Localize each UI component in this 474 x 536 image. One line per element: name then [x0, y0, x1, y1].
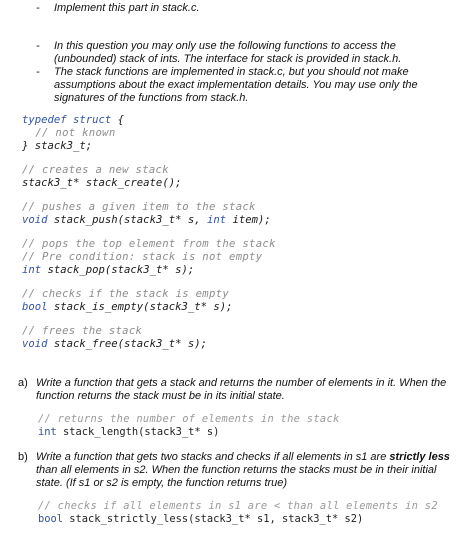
code-empty-sig	[22, 301, 232, 314]
pop-comment-2: // Pre condition: stack is not empty	[22, 251, 263, 263]
code-pop-sig	[22, 264, 194, 277]
question-a-label: a)	[18, 377, 28, 389]
question-b-return-type: bool	[38, 513, 64, 525]
free-comment: // frees the stack	[22, 325, 143, 337]
code-typedef-comment	[22, 127, 116, 140]
empty-signature: stack_is_empty(stack3_t* s);	[47, 301, 233, 313]
code-free-sig	[22, 338, 207, 351]
code-create-comment	[22, 164, 169, 177]
header-line: Implement this part in stack.c.	[54, 2, 200, 14]
code-push-comment	[22, 201, 256, 214]
question-a-code-comment	[38, 413, 340, 426]
code-pop-comment-1	[22, 238, 276, 251]
question-a-signature: stack_length(stack3_t* s)	[56, 426, 220, 438]
code-free-comment	[22, 325, 142, 338]
push-rest: item);	[226, 214, 271, 226]
create-comment: // creates a new stack	[22, 164, 169, 176]
empty-return-type: bool	[22, 301, 48, 313]
note-1-text: In this question you may only use the following functions to access the (unbounded) stack of ints. The interface for stack is provided in stack.h.	[54, 40, 402, 66]
question-a-return-type: int	[38, 426, 57, 438]
note-2-text: The stack functions are implemented in stack.c, but you should not make assumptions about the exact implementation details. You may use only the signatures of the functions from stack.h.	[54, 66, 418, 105]
free-signature: stack_free(stack3_t* s);	[47, 338, 207, 350]
typedef-close: } stack3_t;	[22, 140, 93, 152]
push-int-type: int	[206, 214, 227, 226]
question-b-code-comment	[38, 500, 438, 513]
code-create-sig	[22, 177, 181, 190]
typedef-keyword: typedef struct	[22, 114, 112, 126]
code-typedef-line	[22, 114, 124, 127]
question-a-comment: // returns the number of elements in the stack	[38, 413, 340, 425]
pop-comment-1: // pops the top element from the stack	[22, 238, 276, 250]
question-b-label: b)	[18, 451, 28, 463]
question-a-code-sig	[38, 426, 219, 439]
note-2-dash: -	[36, 66, 40, 78]
push-comment: // pushes a given item to the stack	[22, 201, 256, 213]
create-signature: stack3_t* stack_create();	[22, 177, 182, 189]
question-b-comment: // checks if all elements in s1 are < than all elements in s2	[38, 500, 438, 512]
question-b-emphasis: strictly less	[389, 451, 450, 463]
question-b-text	[36, 451, 456, 491]
empty-comment: // checks if the stack is empty	[22, 288, 230, 300]
push-name: stack_push(stack3_t* s,	[47, 214, 207, 226]
question-b-signature: stack_strictly_less(stack3_t* s1, stack3_t* s2)	[63, 513, 364, 525]
pop-signature: stack_pop(stack3_t* s);	[41, 264, 195, 276]
note-1-dash: -	[36, 40, 40, 52]
code-empty-comment	[22, 288, 229, 301]
question-b-text-after: than all elements in s2. When the function returns the stacks must be in their initial state. (If s1 or s2 is empty, the function returns true)	[36, 464, 437, 490]
code-push-sig	[22, 214, 271, 227]
question-b-code-sig	[38, 513, 363, 526]
typedef-comment: // not known	[22, 127, 116, 139]
code-pop-comment-2	[22, 251, 262, 264]
header-dash: -	[36, 2, 40, 14]
push-return-type: void	[22, 214, 48, 226]
pop-return-type: int	[22, 264, 42, 276]
question-a-text: Write a function that gets a stack and returns the number of elements in it. When the function returns the stack must be in its initial state.	[36, 377, 447, 403]
question-b-text-before: Write a function that gets two stacks and checks if all elements in s1 are	[36, 451, 390, 463]
free-return-type: void	[22, 338, 48, 350]
typedef-brace: {	[111, 114, 125, 126]
code-typedef-close	[22, 140, 92, 153]
